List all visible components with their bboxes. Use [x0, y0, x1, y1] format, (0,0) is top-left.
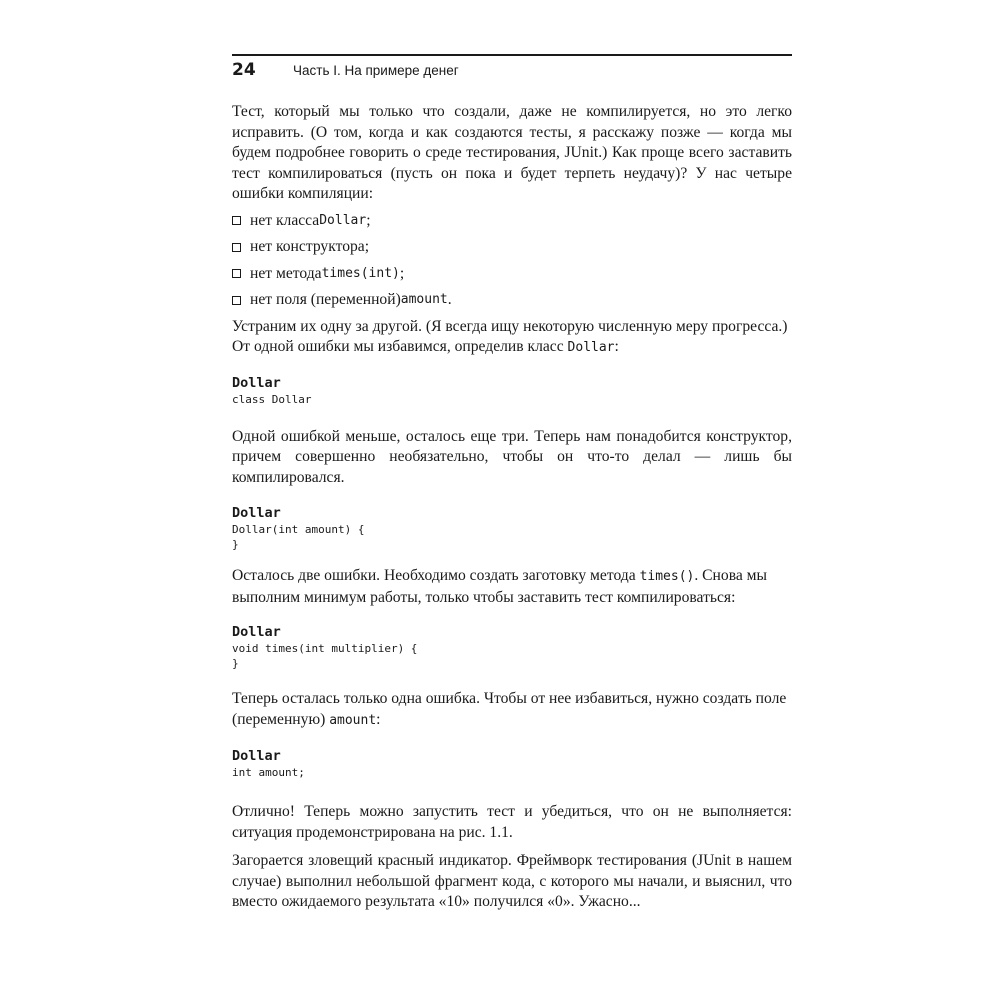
code-line: }	[232, 538, 239, 551]
inline-code: Dollar	[319, 212, 367, 228]
running-head	[232, 60, 792, 84]
list-item: нет конструктора;	[232, 237, 792, 258]
code-listing-title: Dollar	[232, 505, 281, 521]
inline-code: Dollar	[567, 340, 615, 355]
paragraph-constructor: Одной ошибкой меньше, осталось еще три. Теперь нам понадобится конструктор, причем совершенно необязательно, чтобы он что-то делал — лишь бы компилировался.	[232, 427, 792, 486]
paragraph-red-bar: Загорается зловещий красный индикатор. Фреймворк тестирования (JUnit в нашем случае) выполнил небольшой фрагмент кода, с которого мы начали, и выяснил, что вместо ожидаемого результата «10» получился «0». Ужасно...	[232, 852, 792, 910]
paragraph-times-method: Осталось две ошибки. Необходимо создать заготовку метода times(). Снова мы выполним минимум работы, только чтобы заставить тест компилироваться:	[232, 567, 768, 606]
paragraph-amount-field: Теперь осталась только одна ошибка. Чтобы от нее избавиться, нужно создать поле (переменную) amount:	[232, 690, 787, 728]
code-listing-class	[232, 374, 792, 407]
code-listing-title: Dollar	[232, 374, 281, 391]
paragraph-compile-errors: Тест, который мы только что создали, даже не компилируется, но это легко исправить. (О том, когда и как создаются тесты, я расскажу позже — когда мы будем подробнее говорить о среде тестирования, JUnit.) Как проще всего заставить тест компилироваться (пусть он пока и будет терпеть неудачу)? У нас четыре ошибки компиляции:	[232, 103, 792, 202]
checkbox-bullet-icon	[232, 269, 241, 278]
code-listing-times	[232, 623, 792, 671]
code-line: Dollar(int amount) {	[232, 523, 365, 536]
code-line: int amount;	[232, 766, 305, 779]
code-line: }	[232, 657, 239, 670]
paragraph-run-test: Отлично! Теперь можно запустить тест и убедиться, что он не выполняется: ситуация продемонстрирована на рис. 1.1.	[232, 803, 792, 841]
page-body	[232, 102, 792, 913]
inline-code: times()	[639, 569, 695, 584]
list-item: нет класса Dollar ;	[232, 211, 792, 232]
code-line: class Dollar	[232, 392, 312, 406]
book-page	[232, 54, 792, 910]
chapter-title: Часть I. На примере денег	[293, 63, 459, 78]
header-rule	[232, 54, 792, 56]
code-listing-title: Dollar	[232, 748, 281, 764]
code-line: void times(int multiplier) {	[232, 642, 418, 655]
inline-code: amount	[400, 292, 448, 307]
inline-code: amount	[329, 712, 377, 728]
compile-errors-list	[232, 211, 792, 311]
list-item: нет поля (переменной) amount .	[232, 290, 792, 311]
paragraph-fix-one-by-one: Устраним их одну за другой. (Я всегда ищу некоторую численную меру прогресса.) От одной ошибки мы избавимся, определив класс Dollar:	[232, 317, 788, 355]
checkbox-bullet-icon	[232, 243, 241, 252]
inline-code: times(int)	[321, 265, 400, 281]
code-listing-amount	[232, 747, 792, 780]
checkbox-bullet-icon	[232, 296, 241, 305]
checkbox-bullet-icon	[232, 216, 241, 225]
code-listing-constructor	[232, 504, 792, 552]
list-item: нет метода times(int) ;	[232, 264, 792, 285]
code-listing-title: Dollar	[232, 624, 281, 640]
page-number: 24	[232, 60, 256, 80]
